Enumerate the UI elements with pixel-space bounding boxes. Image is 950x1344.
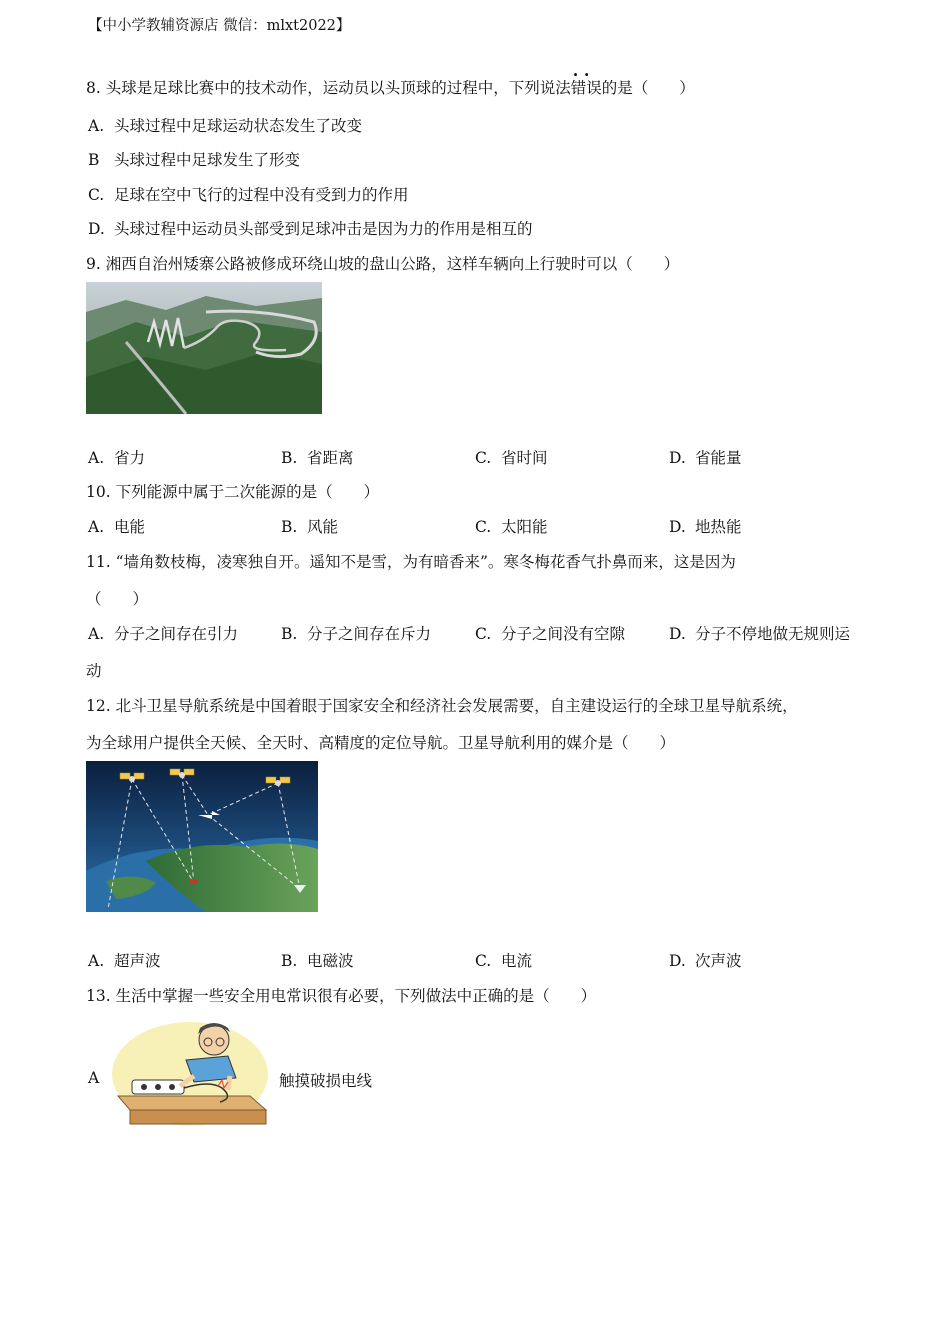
option-text: 省时间 <box>501 449 548 467</box>
option-text: 分子之间存在斥力 <box>307 625 432 643</box>
option-text: 分子之间没有空隙 <box>501 625 626 643</box>
option-key: D. <box>88 220 105 238</box>
q8-option-b[interactable] <box>88 148 300 170</box>
q13-stem: 13. 生活中掌握一些安全用电常识很有必要，下列做法中正确的是（ ） <box>86 987 597 1005</box>
q8-option-d[interactable] <box>88 217 533 239</box>
option-text: 太阳能 <box>501 518 548 536</box>
q13-option-a-text: 触摸破损电线 <box>279 1072 373 1090</box>
q11-option-d[interactable] <box>669 622 850 644</box>
option-text: 足球在空中飞行的过程中没有受到力的作用 <box>114 186 409 204</box>
q11-option-c[interactable] <box>475 622 625 644</box>
q12-option-d[interactable] <box>669 949 742 971</box>
option-key: D. <box>669 625 686 643</box>
option-text: 电磁波 <box>307 952 354 970</box>
q12-option-c[interactable] <box>475 949 532 971</box>
option-text: 分子之间存在引力 <box>114 625 239 643</box>
option-key: C. <box>88 186 105 204</box>
satellite-navigation-image <box>86 761 318 912</box>
option-key: D. <box>669 449 686 467</box>
option-text: 省力 <box>114 449 146 467</box>
q8-stem-suffix: 的是（ ） <box>601 79 695 97</box>
option-key: B. <box>281 952 298 970</box>
q11-option-d-wrap: 动 <box>86 662 102 680</box>
option-key: C. <box>475 449 492 467</box>
option-key: A. <box>88 952 105 970</box>
option-text: 头球过程中运动员头部受到足球冲击是因为力的作用是相互的 <box>114 220 533 238</box>
option-text: 地热能 <box>695 518 742 536</box>
q9-option-a[interactable] <box>88 446 145 468</box>
option-key: B. <box>281 625 298 643</box>
q10-stem: 10. 下列能源中属于二次能源的是（ ） <box>86 483 380 501</box>
q13-option-a-key[interactable]: A <box>88 1069 100 1087</box>
q12-option-a[interactable] <box>88 949 161 971</box>
header-banner: 【中小学教辅资源店 微信：mlxt2022】 <box>88 18 351 34</box>
option-text: 超声波 <box>114 952 161 970</box>
q8-option-c[interactable] <box>88 183 409 205</box>
q9-option-b[interactable] <box>281 446 354 468</box>
option-text: 风能 <box>307 518 339 536</box>
touch-broken-wire-cartoon <box>110 1016 270 1128</box>
q12-option-b[interactable] <box>281 949 354 971</box>
option-key: A. <box>88 449 105 467</box>
option-text: 次声波 <box>695 952 742 970</box>
option-text: 电能 <box>114 518 146 536</box>
option-key: C. <box>475 518 492 536</box>
q11-stem-line2: （ ） <box>86 590 149 608</box>
q11-stem-line1: 11. “墙角数枝梅，凌寒独自开。遥知不是雪，为有暗香来”。寒冬梅花香气扑鼻而来，这是因为 <box>86 553 736 571</box>
option-key: B. <box>281 449 298 467</box>
option-key: D. <box>669 952 686 970</box>
q11-option-b[interactable] <box>281 622 431 644</box>
q10-option-d[interactable] <box>669 515 742 537</box>
q10-option-b[interactable] <box>281 515 338 537</box>
option-key: D. <box>669 518 686 536</box>
q9-option-d[interactable] <box>669 446 742 468</box>
option-text: 头球过程中足球发生了形变 <box>114 151 301 169</box>
option-text: 分子不停地做无规则运 <box>695 625 851 643</box>
option-text: 省距离 <box>307 449 354 467</box>
q9-option-c[interactable] <box>475 446 548 468</box>
option-key: A. <box>88 625 105 643</box>
option-key: A. <box>88 518 105 536</box>
q9-stem: 9. 湘西自治州矮寨公路被修成环绕山坡的盘山公路，这样车辆向上行驶时可以（ ） <box>86 255 680 273</box>
option-key: C. <box>475 625 492 643</box>
option-key: C. <box>475 952 492 970</box>
q8-emphasis: · · 错误 <box>571 76 602 98</box>
q8-stem <box>86 76 695 98</box>
option-key: B. <box>281 518 298 536</box>
q10-option-c[interactable] <box>475 515 548 537</box>
q8-option-a[interactable] <box>88 114 362 136</box>
q8-stem-prefix: 8. 头球是足球比赛中的技术动作，运动员以头顶球的过程中，下列说法 <box>86 79 571 97</box>
mountain-road-image <box>86 282 322 414</box>
option-key: A. <box>88 117 105 135</box>
option-key: B <box>88 151 100 169</box>
q12-stem-line2: 为全球用户提供全天候、全天时、高精度的定位导航。卫星导航利用的媒介是（ ） <box>86 734 676 752</box>
option-text: 电流 <box>501 952 533 970</box>
option-text: 头球过程中足球运动状态发生了改变 <box>114 117 363 135</box>
q11-option-a[interactable] <box>88 622 238 644</box>
option-text: 省能量 <box>695 449 742 467</box>
q12-stem-line1: 12. 北斗卫星导航系统是中国着眼于国家安全和经济社会发展需要，自主建设运行的全球卫星导航系统， <box>86 697 798 715</box>
q10-option-a[interactable] <box>88 515 145 537</box>
